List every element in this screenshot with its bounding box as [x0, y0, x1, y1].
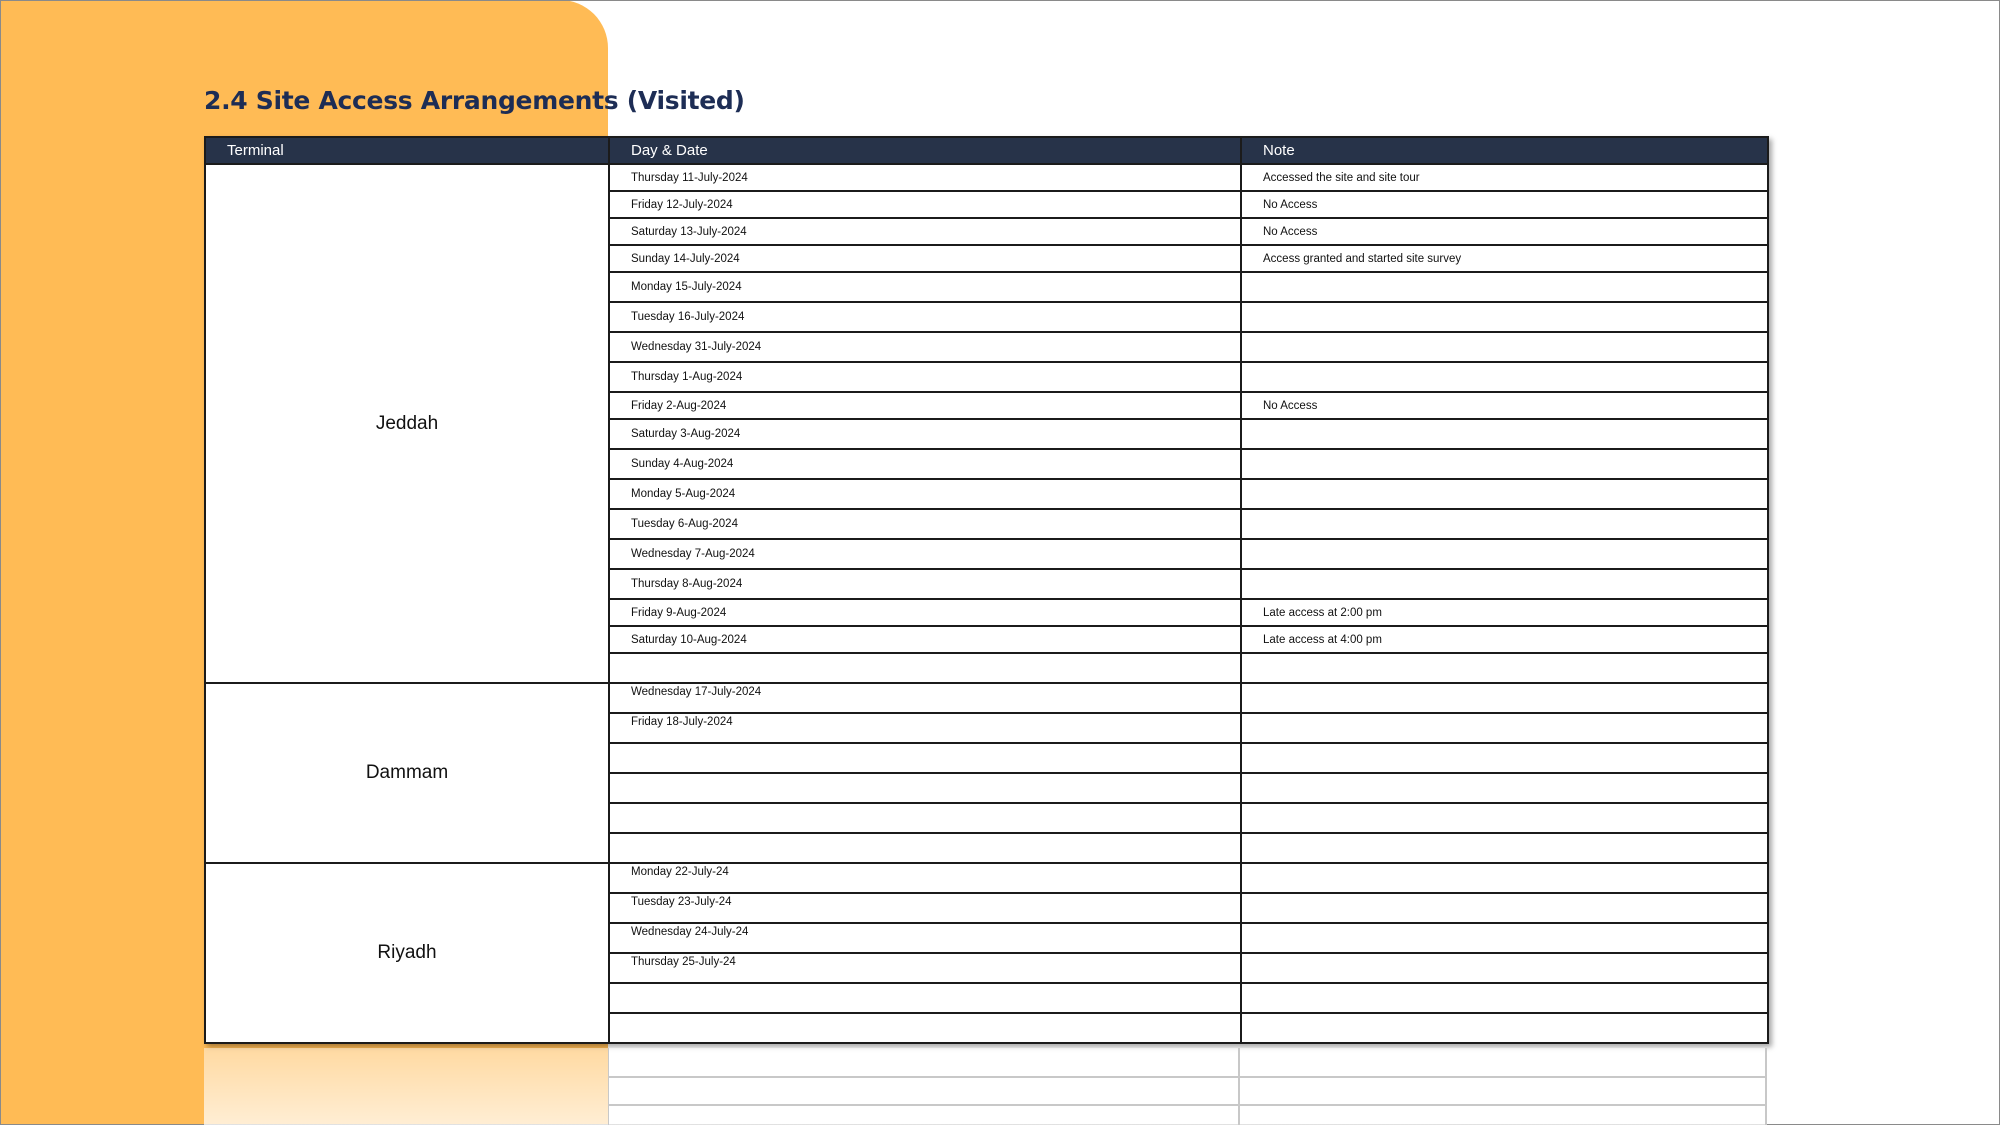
note-cell [1241, 683, 1768, 713]
table-row [205, 683, 1768, 713]
header-terminal: Terminal [205, 137, 609, 164]
note-cell: Late access at 4:00 pm [1241, 626, 1768, 653]
note-cell [1241, 773, 1768, 803]
date-cell [609, 983, 1241, 1013]
date-cell: Friday 18-July-2024 [609, 713, 1241, 743]
table-row [205, 863, 1768, 893]
date-cell: Tuesday 6-Aug-2024 [609, 509, 1241, 539]
note-cell [1241, 419, 1768, 449]
date-cell: Thursday 11-July-2024 [609, 164, 1241, 191]
note-cell [1241, 713, 1768, 743]
note-cell [1241, 833, 1768, 863]
note-cell [1241, 302, 1768, 332]
note-cell: No Access [1241, 191, 1768, 218]
note-cell [1241, 569, 1768, 599]
header-note: Note [1241, 137, 1768, 164]
date-cell [609, 773, 1241, 803]
note-cell: Accessed the site and site tour [1241, 164, 1768, 191]
date-cell: Sunday 4-Aug-2024 [609, 449, 1241, 479]
date-cell: Wednesday 7-Aug-2024 [609, 539, 1241, 569]
header-day-date: Day & Date [609, 137, 1241, 164]
note-cell: No Access [1241, 218, 1768, 245]
page-title: 2.4 Site Access Arrangements (Visited) [204, 86, 745, 115]
date-cell: Friday 9-Aug-2024 [609, 599, 1241, 626]
note-cell [1241, 983, 1768, 1013]
date-cell [609, 1013, 1241, 1043]
date-cell [609, 653, 1241, 683]
date-cell: Friday 2-Aug-2024 [609, 392, 1241, 419]
note-cell [1241, 1013, 1768, 1043]
date-cell: Thursday 1-Aug-2024 [609, 362, 1241, 392]
note-cell: Access granted and started site survey [1241, 245, 1768, 272]
table-header-row [205, 137, 1768, 164]
date-cell: Monday 22-July-24 [609, 863, 1241, 893]
date-cell: Tuesday 23-July-24 [609, 893, 1241, 923]
note-cell [1241, 803, 1768, 833]
date-cell: Wednesday 24-July-24 [609, 923, 1241, 953]
note-cell [1241, 479, 1768, 509]
note-cell: Late access at 2:00 pm [1241, 599, 1768, 626]
note-cell [1241, 362, 1768, 392]
date-cell [609, 803, 1241, 833]
site-access-table [204, 136, 1769, 1044]
date-cell: Thursday 25-July-24 [609, 953, 1241, 983]
table-body [205, 164, 1768, 1043]
note-cell [1241, 449, 1768, 479]
note-cell [1241, 272, 1768, 302]
note-cell [1241, 863, 1768, 893]
date-cell: Monday 15-July-2024 [609, 272, 1241, 302]
terminal-cell: Dammam [205, 683, 609, 863]
date-cell: Wednesday 31-July-2024 [609, 332, 1241, 362]
date-cell: Wednesday 17-July-2024 [609, 683, 1241, 713]
date-cell: Friday 12-July-2024 [609, 191, 1241, 218]
date-cell: Thursday 8-Aug-2024 [609, 569, 1241, 599]
note-cell [1241, 653, 1768, 683]
note-cell [1241, 743, 1768, 773]
date-cell [609, 833, 1241, 863]
date-cell: Monday 5-Aug-2024 [609, 479, 1241, 509]
table-reflection-lines [608, 1048, 1767, 1125]
table-row [205, 164, 1768, 191]
date-cell: Saturday 3-Aug-2024 [609, 419, 1241, 449]
note-cell [1241, 539, 1768, 569]
note-cell [1241, 953, 1768, 983]
date-cell: Saturday 13-July-2024 [609, 218, 1241, 245]
note-cell [1241, 923, 1768, 953]
note-cell: No Access [1241, 392, 1768, 419]
terminal-cell: Jeddah [205, 164, 609, 683]
note-cell [1241, 509, 1768, 539]
date-cell [609, 743, 1241, 773]
date-cell: Saturday 10-Aug-2024 [609, 626, 1241, 653]
note-cell [1241, 332, 1768, 362]
date-cell: Tuesday 16-July-2024 [609, 302, 1241, 332]
terminal-cell: Riyadh [205, 863, 609, 1043]
date-cell: Sunday 14-July-2024 [609, 245, 1241, 272]
note-cell [1241, 893, 1768, 923]
